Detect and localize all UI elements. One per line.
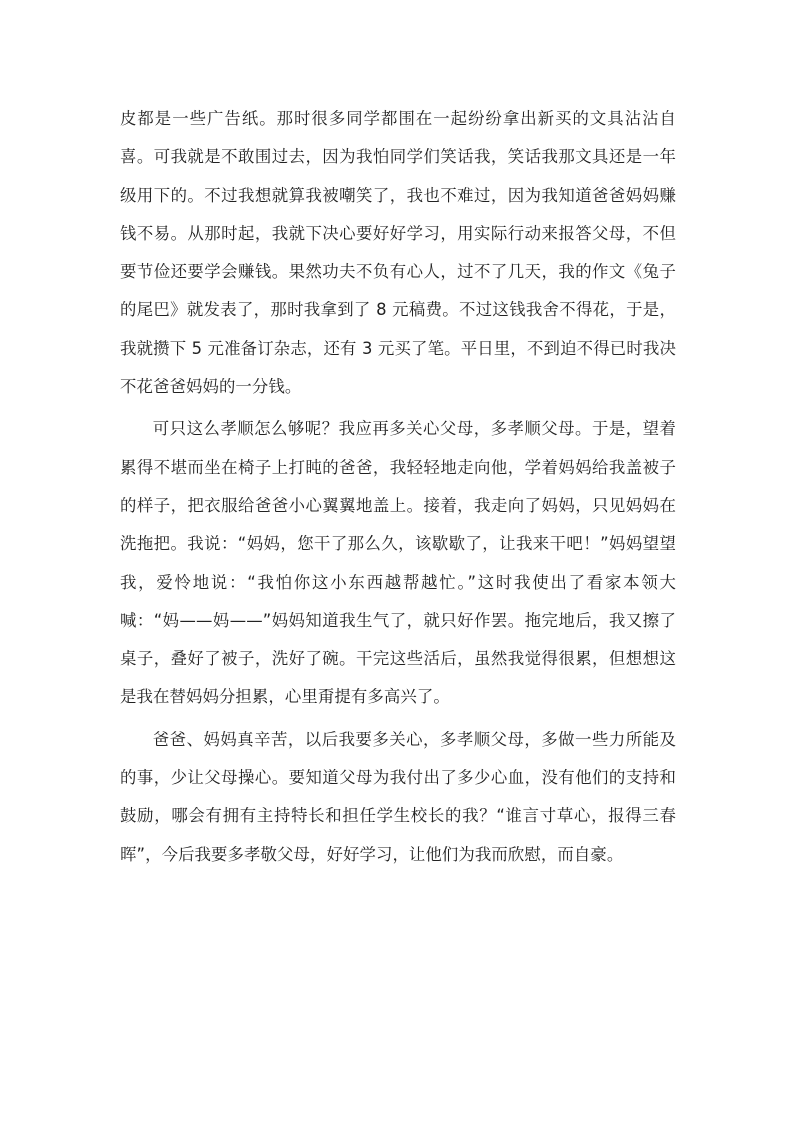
paragraph-3: 爸爸、妈妈真辛苦，以后我要多关心，多孝顺父母，多做一些力所能及的事，少让父母操心。要知道父母为我付出了多少心血，没有他们的支持和鼓励，哪会有拥有主持特长和担任学生校长的我？“谁言寸草心，报得三春晖”，今后我要多孝敬父母，好好学习，让他们为我而欣慰，而自豪。: [120, 729, 676, 864]
paragraph-2: 可只这么孝顺怎么够呢？我应再多关心父母，多孝顺父母。于是，望着累得不堪而坐在椅子上打盹的爸爸，我轻轻地走向他，学着妈妈给我盖被子的样子，把衣服给爸爸小心翼翼地盖上。接着，我走向了妈妈，只见妈妈在洗拖把。我说：“妈妈，您干了那么久，该歇歇了，让我来干吧！”妈妈望望我，爱怜地说：“我怕你这小东西越帮越忙。”这时我使出了看家本领大喊：“妈——妈——”妈妈知道我生气了，就只好作罢。拖完地后，我又擦了桌子，叠好了被子，洗好了碗。干完这些活后，虽然我觉得很累，但想想这是我在替妈妈分担累，心里甭提有多高兴了。: [120, 419, 676, 707]
paragraph-1: 皮都是一些广告纸。那时很多同学都围在一起纷纷拿出新买的文具沾沾自喜。可我就是不敢围过去，因为我怕同学们笑话我，笑话我那文具还是一年级用下的。不过我想就算我被嘲笑了，我也不难过，因为我知道爸爸妈妈赚钱不易。从那时起，我就下决心要好好学习，用实际行动来报答父母，不但要节俭还要学会赚钱。果然功夫不负有心人，过不了几天，我的作文《兔子的尾巴》就发表了，那时我拿到了 8 元稿费。不过这钱我舍不得花，于是，我就攒下 5 元准备订杂志，还有 3 元买了笔。平日里，不到迫不得已时我决不花爸爸妈妈的一分钱。: [120, 109, 676, 397]
document-body: [120, 100, 676, 874]
